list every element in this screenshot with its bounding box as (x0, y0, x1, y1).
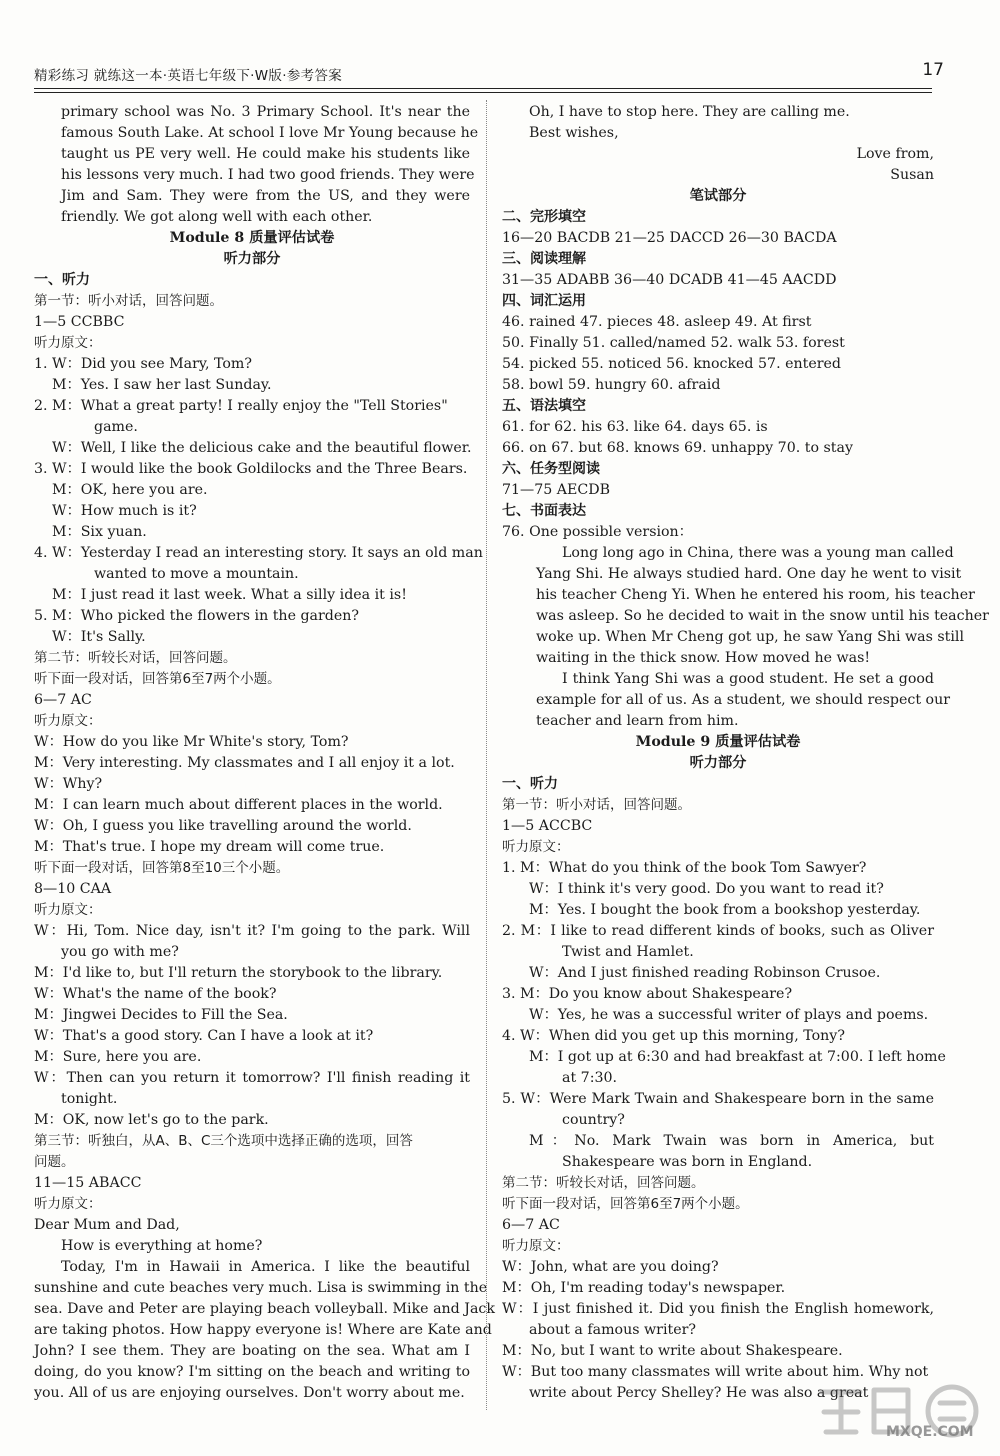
text-line: 61. for 62. his 63. like 64. days 65. is (502, 419, 768, 435)
text-line: M：I got up at 6:30 and had breakfast at 7:00. I left home (529, 1049, 946, 1065)
text-line: 第三节：听独白，从A、B、C三个选项中选择正确的选项，回答 (34, 1133, 413, 1149)
text-line: M：Very interesting. My classmates and I all enjoy it a lot. (34, 755, 455, 771)
text-line: W：Hi, Tom. Nice day, isn't it? I'm going to the park. Will (34, 923, 470, 939)
text-line: 第一节：听小对话，回答问题。 (34, 293, 223, 309)
text-line: Long long ago in China, there was a young man called (562, 545, 954, 561)
text-line: W：Yes, he was a successful writer of plays and poems. (529, 1007, 929, 1023)
text-line: 二、完形填空 (502, 209, 586, 225)
text-line: 3. W：I would like the book Goldilocks and the Three Bears. (34, 461, 468, 477)
text-line: 六、任务型阅读 (502, 461, 600, 477)
text-line: tonight. (61, 1091, 118, 1107)
text-line: M：I'd like to, but I'll return the storybook to the library. (34, 965, 443, 981)
text-line: Dear Mum and Dad, (34, 1217, 180, 1233)
watermark-text: MXQE.COM (886, 1424, 974, 1440)
text-line: 听力部分 (223, 251, 281, 267)
text-line: M：Oh, I'm reading today's newspaper. (502, 1280, 786, 1296)
text-line: Oh, I have to stop here. They are calling me. (529, 104, 850, 120)
text-line: 听力原文： (34, 335, 102, 351)
text-line: 听下面一段对话，回答第6至7两个小题。 (502, 1196, 749, 1212)
text-line: 16—20 BACDB 21—25 DACCD 26—30 BACDA (502, 230, 837, 246)
text-line: famous South Lake. At school I love Mr Young because he (61, 125, 479, 141)
text-line: you. All of us are enjoying ourselves. Don't worry about me. (34, 1385, 465, 1401)
text-line: 5. W：Were Mark Twain and Shakespeare born in the same (502, 1091, 934, 1107)
text-line: 第二节：听较长对话，回答问题。 (34, 650, 237, 666)
text-line: 3. M：Do you know about Shakespeare? (502, 986, 793, 1002)
text-line: W：Then can you return it tomorrow? I'll finish reading it (34, 1070, 470, 1086)
text-line: primary school was No. 3 Primary School. It's near the (61, 104, 470, 120)
text-line: 5. M：Who picked the flowers in the garden? (34, 608, 360, 624)
text-line: doing, do you know? I'm sitting on the beach and writing to (34, 1364, 470, 1380)
watermark-logo (812, 1378, 992, 1448)
text-line: 76. One possible version： (502, 524, 693, 540)
text-line: 66. on 67. but 68. knows 69. unhappy 70. to stay (502, 440, 853, 456)
text-line: woke up. When Mr Cheng got up, he saw Yang Shi was still (536, 629, 964, 645)
text-line: game. (94, 419, 138, 435)
text-line: 2. M：I like to read different kinds of books, such as Oliver (502, 923, 934, 939)
text-line: you go with me? (61, 944, 179, 960)
text-line: How is everything at home? (61, 1238, 263, 1254)
text-line: country? (562, 1112, 625, 1128)
text-line: W：Why? (34, 776, 103, 792)
text-line: M：Jingwei Decides to Fill the Sea. (34, 1007, 288, 1023)
text-line: Jim and Sam. They were from the US, and they were (61, 188, 470, 204)
text-line: 6—7 AC (502, 1217, 560, 1233)
text-line: M：That's true. I hope my dream will come true. (34, 839, 385, 855)
text-line: 听力部分 (689, 755, 747, 771)
text-line: Module 9 质量评估试卷 (635, 734, 801, 750)
text-line: 2. M：What a great party! I really enjoy the "Tell Stories" (34, 398, 448, 414)
text-line: M：Yes. I bought the book from a bookshop yesterday. (529, 902, 921, 918)
text-line: M：I can learn much about different places in the world. (34, 797, 443, 813)
text-line: his teacher Cheng Yi. When he entered his room, his teacher (536, 587, 975, 603)
text-line: sunshine and cute beaches very much. Lisa is swimming in the (34, 1280, 488, 1296)
text-line: W：Oh, I guess you like travelling around the world. (34, 818, 412, 834)
text-line: 6—7 AC (34, 692, 92, 708)
text-line: example for all of us. As a student, we should respect our (536, 692, 950, 708)
text-line: 听力原文： (34, 1196, 102, 1212)
text-line: friendly. We got along well with each other. (61, 209, 373, 225)
text-line: 4. W：Yesterday I read an interesting story. It says an old man (34, 545, 483, 561)
text-line: Shakespeare was born in England. (562, 1154, 813, 1170)
text-line: I think Yang Shi was a good student. He set a good (562, 671, 934, 687)
text-line: M：Six yuan. (52, 524, 147, 540)
text-line: 1. M：What do you think of the book Tom Sawyer? (502, 860, 867, 876)
text-line: 五、语法填空 (502, 398, 586, 414)
text-line: 第二节：听较长对话，回答问题。 (502, 1175, 705, 1191)
text-line: Today, I'm in Hawaii in America. I like the beautiful (61, 1259, 470, 1275)
text-line: 一、听力 (502, 776, 558, 792)
right-column (502, 102, 989, 1404)
text-line: M：No. Mark Twain was born in America, but (529, 1133, 934, 1149)
text-line: 8—10 CAA (34, 881, 112, 897)
text-line: W：That's a good story. Can I have a look at it? (34, 1028, 374, 1044)
text-line: Yang Shi. He always studied hard. One day he went to visit (536, 566, 962, 582)
text-line: 一、听力 (34, 272, 90, 288)
text-line: sea. Dave and Peter are playing beach volleyball. Mike and Jack (34, 1301, 495, 1317)
header-rule-thick (34, 88, 932, 89)
text-line: M：I just read it last week. What a silly idea it is! (52, 587, 407, 603)
text-line: 听下面一段对话，回答第8至10三个小题。 (34, 860, 290, 876)
text-line: write about Percy Shelley? He was also a great (529, 1385, 869, 1401)
text-line: W：It's Sally. (52, 629, 146, 645)
text-line: M：OK, now let's go to the park. (34, 1112, 269, 1128)
text-line: wanted to move a mountain. (94, 566, 299, 582)
text-line: at 7:30. (562, 1070, 618, 1086)
text-line: 听力原文： (34, 713, 102, 729)
text-line: W：How do you like Mr White's story, Tom? (34, 734, 349, 750)
text-line: M：OK, here you are. (52, 482, 208, 498)
text-line: W：How much is it? (52, 503, 197, 519)
text-line: 54. picked 55. noticed 56. knocked 57. entered (502, 356, 841, 372)
text-line: was asleep. So he decided to wait in the snow until his teacher (536, 608, 989, 624)
text-line: 71—75 AECDB (502, 482, 611, 498)
text-line: 4. W：When did you get up this morning, Tony? (502, 1028, 845, 1044)
text-line: W：I just finished it. Did you finish the English homework, (502, 1301, 934, 1317)
text-line: are taking photos. How happy everyone is! Where are Kate and (34, 1322, 492, 1338)
text-line: 听力原文： (502, 839, 570, 855)
page-header (34, 60, 944, 90)
text-line: his lessons very much. I had two good friends. They were (61, 167, 475, 183)
text-line: 第一节：听小对话，回答问题。 (502, 797, 691, 813)
text-line: 三、阅读理解 (502, 251, 586, 267)
text-line: 听力原文： (34, 902, 102, 918)
text-line: 七、书面表达 (502, 503, 586, 519)
text-line: W：Well, I like the delicious cake and the beautiful flower. (52, 440, 472, 456)
text-line: 四、词汇运用 (502, 293, 586, 309)
text-line: W：I think it's very good. Do you want to read it? (529, 881, 884, 897)
text-line: 31—35 ADABB 36—40 DCADB 41—45 AACDD (502, 272, 837, 288)
text-line: taught us PE very well. He could make his students like (61, 146, 470, 162)
left-column (34, 102, 495, 1404)
page-number: 17 (922, 60, 944, 80)
text-line: M：Yes. I saw her last Sunday. (52, 377, 272, 393)
text-line: W：But too many classmates will write about him. Why not (502, 1364, 929, 1380)
text-line: W：And I just finished reading Robinson Crusoe. (529, 965, 881, 981)
text-line: Module 8 质量评估试卷 (169, 230, 335, 246)
text-line: about a famous writer? (529, 1322, 696, 1338)
text-line: 50. Finally 51. called/named 52. walk 53. forest (502, 335, 845, 351)
text-line: M：Sure, here you are. (34, 1049, 202, 1065)
text-line: 1. W：Did you see Mary, Tom? (34, 356, 252, 372)
text-line: 11—15 ABACC (34, 1175, 142, 1191)
text-line: W：John, what are you doing? (502, 1259, 719, 1275)
text-line: 听力原文： (502, 1238, 570, 1254)
text-line: Twist and Hamlet. (562, 944, 694, 960)
text-line: waiting in the thick snow. How moved he was! (536, 650, 871, 666)
text-line: 1—5 ACCBC (502, 818, 593, 834)
text-line: 听下面一段对话，回答第6至7两个小题。 (34, 671, 281, 687)
text-line: Best wishes, (529, 125, 619, 141)
text-line: 问题。 (34, 1154, 75, 1170)
text-line: John? I see them. They are boating on the sea. What am I (34, 1343, 470, 1359)
text-line: Love from, (856, 146, 934, 162)
text-line: 笔试部分 (689, 188, 747, 204)
text-line: 58. bowl 59. hungry 60. afraid (502, 377, 721, 393)
text-line: 1—5 CCBBC (34, 314, 125, 330)
text-line: teacher and learn from him. (536, 713, 739, 729)
text-line: M：No, but I want to write about Shakespeare. (502, 1343, 843, 1359)
text-line: W：What's the name of the book? (34, 986, 277, 1002)
text-line: Susan (890, 167, 934, 183)
text-line: 46. rained 47. pieces 48. asleep 49. At first (502, 314, 812, 330)
running-title: 精彩练习 就练这一本·英语七年级下·W版·参考答案 (34, 68, 343, 84)
column-divider (486, 100, 487, 1410)
header-rule-thin (34, 92, 932, 93)
